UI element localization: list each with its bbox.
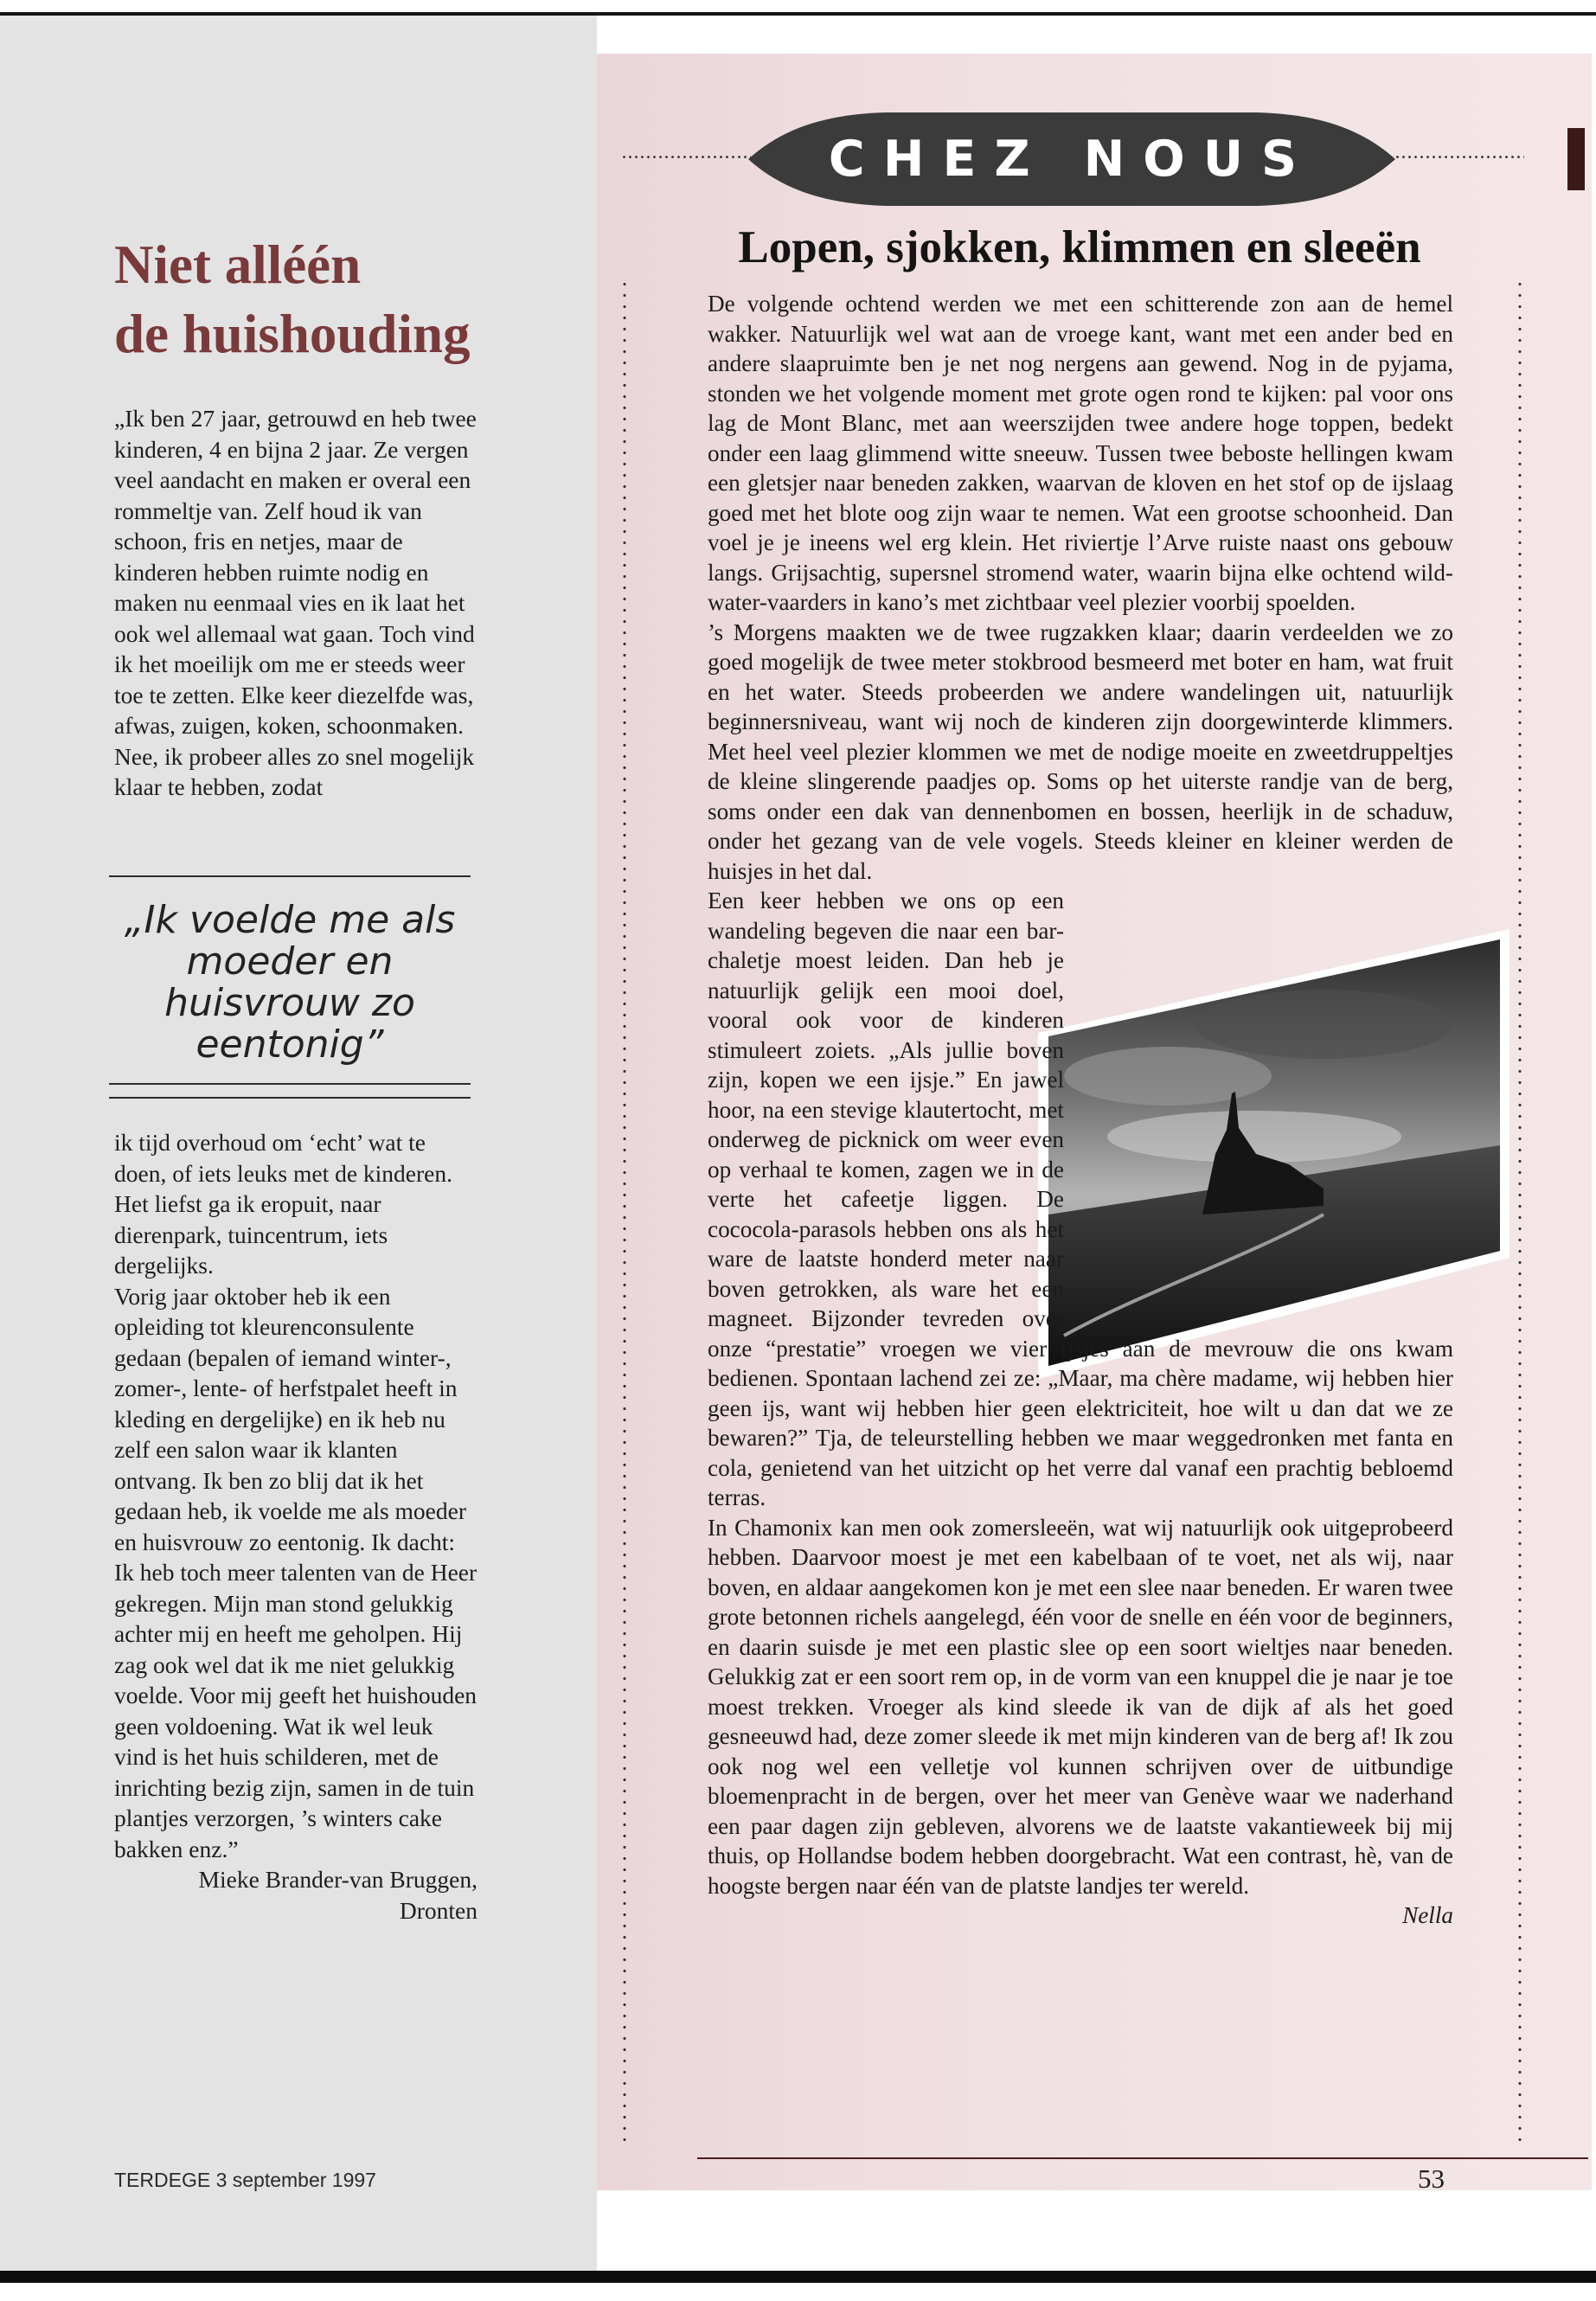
article-body xyxy=(708,289,1453,2085)
page-edge-marker xyxy=(1567,128,1585,190)
footer-rule xyxy=(697,2157,1588,2159)
left-body-paragraph: ik tijd overhoud om ‘echt’ wat te doen, of iets leuks met de kinderen. Het liefst ga ik eropuit, naar dierenpark, tuincentrum, iets dergelijks. xyxy=(114,1129,453,1279)
left-body-paragraph: Vorig jaar oktober heb ik een opleiding tot kleurenconsulente gedaan (bepalen of iemand winter-, zomer-, lente- of herfstpalet heeft in kleding en dergelijke) en ik heb nu zelf een salon waar ik klanten ontvang. Ik ben zo blij dat ik het gedaan heb, ik voelde me als moeder en huisvrouw zo eentonig. Ik dacht: Ik heb toch meer talenten van de Heer gekregen. Mijn man stond gelukkig achter mij en heeft me geholpen. Hij zag ook wel dat ik me niet gelukkig voelde. Voor mij geeft het huishouden geen voldoening. Wat ik wel leuk vind is het huis schilderen, met de inrichting bezig zijn, samen in de tuin plantjes verzorgen, ’s winters cake bakken enz.” xyxy=(114,1282,478,1862)
left-headline-line1: Niet alléén xyxy=(114,234,362,295)
magazine-footer: TERDEGE 3 september 1997 xyxy=(114,2169,376,2191)
pull-quote-bottom-rule-2 xyxy=(109,1097,471,1099)
dotted-border-left xyxy=(623,279,626,2143)
article-paragraph: ’s Morgens maakten we de twee rugzakken klaar; daarin verdeelden we zo goed mogelijk de twee meter stokbrood besmeerd met boter en ham, wat fruit en het water. Steeds probeerden we andere wandelingen uit, natuurlijk beginnersniveau, want wij noch de kinderen zijn doorgewinterde klimmers. Met heel veel plezier klommen we met de nodige moeite en zweetdruppeltjes de kleine slingerende paadjes op. Soms op het uiterste randje van de berg, soms onder een dak van dennenbomen en bossen, heerlijk in de schaduw, onder het gezang van de vele vogels. Steeds kleiner en kleiner werden de huisjes in het dal. xyxy=(708,619,1453,884)
article-paragraph: Een keer hebben we ons op een wandeling begeven die naar een bar-chaletje moest leiden. Dan heb je natuurlijk gelijk een mooi doel, vooral ook voor de kinderen stimuleert zoiets. „Als jullie boven zijn, kopen we een ijsje.” En jawel hoor, na een stevige klautertocht, met onderweg de picknick om weer even op verhaal te komen, zagen we in de verte het cafeetje liggen. De cococola-parasols hebben ons als het ware de laatste honderd meter naar boven getrokken, als ware het een magneet. Bijzonder tevreden over onze “prestatie” vroegen we vier ijsjes aan de mevrouw die ons kwam bedienen. Spontaan lachend zei ze: „Maar, ma chère madame, wij hebben hier geen ijs, want wij hebben hier geen elektriciteit, hoe wilt u dan dat we ze bewaren?” Tja, de teleurstelling hebben we maar weggedronken met fanta en cola, genietend van het uitzicht op het verre dal vanaf een prachtig bebloemd terras. xyxy=(708,888,1453,1510)
left-body-part2 xyxy=(114,1127,478,1992)
left-body-part1 xyxy=(114,403,478,870)
pull-quote-bottom-rule-1 xyxy=(109,1083,471,1085)
dotted-border-right xyxy=(1518,279,1522,2143)
article-paragraph: De volgende ochtend werden we met een schitterende zon aan de hemel wakker. Natuurlijk wel wat aan de vroege kant, want met een ander bed en andere slaapruimte ben je net nog nergens aan gewend. Nog in de pyjama, stonden we het volgende moment met grote ogen rond te kijken: pal voor ons lag de Mont Blanc, met aan weerszijden twee andere hoge toppen, bedekt onder een laag glimmend witte sneeuw. Tussen twee beboste hellingen kwam een gletsjer naar beneden zakken, waarvan de kloven en het stof op de ijslaag goed met het blote oog zijn waar te nemen. Wat een grootse schoonheid. Dan voel je je ineens wel erg klein. Het riviertje l’Arve ruiste naast ons gebouw langs. Grijsachtig, supersnel stromend water, waarin bijna elke ochtend wild-water-vaarders in kano’s met zichtbaar veel plezier voorbij spoelden. xyxy=(708,291,1453,615)
mont-saint-michel-photo xyxy=(1073,929,1469,1324)
pull-quote-top-rule xyxy=(109,875,471,877)
article-paragraph: In Chamonix kan men ook zomersleeën, wat wij natuurlijk ook uitgeprobeerd hebben. Daarvoor moest je met een kabelbaan of te voet, net als wij, naar boven, en aldaar aangekomen kon je met een slee naar beneden. Er waren twee grote betonnen richels aangelegd, één voor de snelle en één voor de beginners, en daarin suisde je met een plastic slee op een soort wieltjes naar beneden. Gelukkig zat er een soort rem op, in de vorm van een knuppel die je naar je toe moest trekken. Vroeger als kind sleede ik van de dijk af als het goed gesneeuwd had, deze zomer sleede ik met mijn kinderen van de berg af! Ik zou ook nog wel een velletje vol kunnen schrijven over de uitbundige bloemenpracht in de bergen, over het meer van Genève waar we naderhand een paar dagen zijn gebleven, alvorens we de laatste vakantieweek bij mij thuis, op Hollandse bodem hebben doorgebracht. Wat een contrast, hè, van de hoogste bergen naar één van de platste landjes ter wereld. xyxy=(708,1514,1453,1899)
article-author: Nella xyxy=(1402,1902,1453,1928)
bottom-border xyxy=(0,2271,1596,2283)
pull-quote: „Ik voelde me als moeder en huisvrouw zo eentonig” xyxy=(124,898,456,1067)
left-body-paragraph: „Ik ben 27 jaar, getrouwd en heb twee kinderen, 4 en bijna 2 jaar. Ze vergen veel aandacht en maken er overal een rommeltje van. Zelf houd ik van schoon, fris en netjes, maar de kinderen hebben ruimte nodig en maken nu eenmaal vies en ik laat het ook wel allemaal wat gaan. Toch vind ik het moeilijk om me er steeds weer toe te zetten. Elke keer diezelfde was, afwas, zuigen, koken, schoonmaken. Nee, ik probeer alles zo snel mogelijk klaar te hebben, zodat xyxy=(114,405,477,800)
page-number: 53 xyxy=(1418,2163,1445,2194)
left-headline xyxy=(114,230,564,369)
article-title: Lopen, sjokken, klimmen en sleeën xyxy=(738,222,1421,272)
photo-image xyxy=(1038,929,1509,1379)
signature-name: Mieke Brander-van Bruggen, xyxy=(198,1866,478,1893)
section-badge-label: CHEZ NOUS xyxy=(828,131,1316,188)
left-headline-line2: de huishouding xyxy=(114,304,471,364)
badge-dotted-leader-left xyxy=(621,156,751,158)
badge-dotted-leader-right xyxy=(1394,156,1524,158)
signature-place: Dronten xyxy=(399,1896,478,1924)
